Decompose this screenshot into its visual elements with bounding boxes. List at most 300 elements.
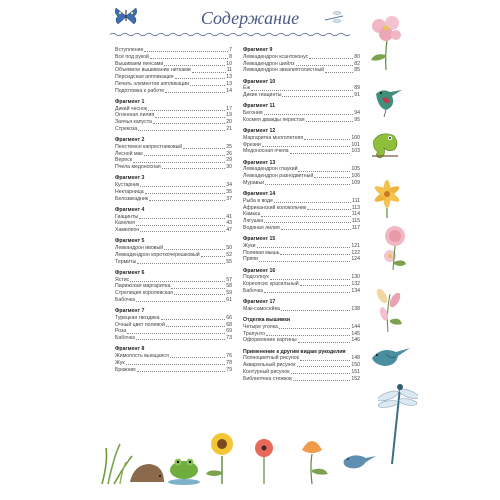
dot-leader xyxy=(266,335,350,336)
dot-leader xyxy=(139,218,225,219)
dot-leader xyxy=(290,153,351,154)
dot-leader xyxy=(148,110,225,111)
toc-entry[interactable] xyxy=(115,74,232,81)
dot-leader xyxy=(192,72,226,73)
toc-entry-label: Ястис xyxy=(115,276,130,283)
toc-entry[interactable] xyxy=(243,250,360,257)
toc-entry[interactable] xyxy=(115,360,232,367)
butterfly-icon xyxy=(114,6,138,26)
toc-entry-label: Четыре уголка xyxy=(243,323,278,330)
bird-small-illustration xyxy=(344,455,376,468)
toc-entry-label: Левкадендрон шейлз xyxy=(243,60,295,67)
frog-illustration xyxy=(168,459,200,486)
toc-entry[interactable] xyxy=(243,218,360,225)
toc-entry[interactable] xyxy=(243,324,360,331)
toc-entry[interactable] xyxy=(115,220,232,227)
toc-entry[interactable] xyxy=(243,281,360,288)
toc-entry[interactable] xyxy=(115,245,232,252)
toc-entry[interactable] xyxy=(243,198,360,205)
toc-entry-page: 20 xyxy=(226,119,232,125)
dot-leader xyxy=(201,256,226,257)
toc-entry-label: Контурный рисунок xyxy=(243,368,290,375)
toc-entry-label: Дикий чеснок xyxy=(115,105,148,112)
toc-entry-label: Кореопсис красильный xyxy=(243,281,299,287)
toc-entry[interactable] xyxy=(243,205,360,212)
toc-entry-page: 85 xyxy=(354,67,360,74)
dot-leader xyxy=(270,279,350,280)
toc-entry-label: Заячья капуста xyxy=(115,119,152,125)
toc-entry-page: 101 xyxy=(351,141,360,148)
dot-leader xyxy=(280,254,350,255)
toc-entry-label: Лягушка xyxy=(243,218,264,224)
toc-entry-page: 109 xyxy=(351,179,360,186)
dot-leader xyxy=(293,380,351,381)
toc-entry-page: 57 xyxy=(226,276,232,283)
dot-leader xyxy=(161,319,226,320)
toc-entry-page: 14 xyxy=(226,87,232,94)
toc-entry-page: 105 xyxy=(351,166,360,173)
section-heading: Фрагмент 11 xyxy=(243,103,275,110)
toc-entry-page: 43 xyxy=(226,220,232,227)
toc-entry-label: Рыба в воде xyxy=(243,197,273,204)
dot-leader xyxy=(170,357,225,358)
toc-entry-label: Подсолнух xyxy=(243,274,270,281)
dot-leader xyxy=(314,177,350,178)
dot-leader xyxy=(265,184,350,185)
toc-entry-label: Лесной мак xyxy=(115,150,143,157)
toc-entry-page: 106 xyxy=(351,173,360,179)
toc-left-column xyxy=(115,47,232,373)
toc-entry[interactable] xyxy=(115,67,232,74)
dot-leader xyxy=(153,123,225,124)
toc-entry[interactable] xyxy=(243,355,360,362)
dot-leader xyxy=(130,281,225,282)
toc-entry-page: 7 xyxy=(229,47,232,53)
toc-entry-page: 30 xyxy=(226,164,232,170)
toc-entry-label: Трапунто xyxy=(243,330,266,337)
section-heading: Фрагмент 17 xyxy=(243,299,276,305)
toc-entry-page: 25 xyxy=(226,143,232,150)
poppy-illustration xyxy=(255,439,273,484)
dot-leader xyxy=(281,229,351,230)
dot-leader xyxy=(150,58,228,59)
toc-entry[interactable] xyxy=(115,353,232,360)
toc-entry-label: Бабочка xyxy=(115,335,136,341)
rose-illustration xyxy=(378,222,412,272)
toc-entry[interactable] xyxy=(243,180,360,187)
toc-entry[interactable] xyxy=(115,283,232,290)
tulip-illustration xyxy=(302,441,328,484)
toc-entry[interactable] xyxy=(115,112,232,119)
toc-entry-label: Жуки xyxy=(243,242,256,249)
toc-entry-page: 41 xyxy=(226,213,232,220)
toc-entry-label: Гиацинты xyxy=(115,213,139,220)
toc-entry-page: 134 xyxy=(351,287,360,294)
section-heading: Фрагмент 12 xyxy=(243,128,276,134)
dot-leader xyxy=(140,231,225,232)
dot-leader xyxy=(282,96,353,97)
toc-entry-label: Турецкая гвоздика xyxy=(115,314,160,321)
toc-entry-page: 73 xyxy=(226,335,232,341)
toc-entry[interactable] xyxy=(243,92,360,99)
toc-entry-label: Акварельный рисунок xyxy=(243,362,296,368)
section-heading: Фрагмент 2 xyxy=(115,137,145,143)
toc-entry[interactable] xyxy=(115,214,232,221)
toc-entry-page: 50 xyxy=(226,245,232,251)
dot-leader xyxy=(133,162,225,163)
toc-entry[interactable] xyxy=(115,151,232,158)
dot-leader xyxy=(257,247,351,248)
dot-leader xyxy=(127,333,225,334)
toc-entry-page: 8 xyxy=(229,53,232,60)
toc-entry-label: Огненная лилия xyxy=(115,112,155,119)
toc-entry-label: Медоносная пчела xyxy=(243,148,289,155)
toc-entry-label: Левкандрон ивовый xyxy=(115,245,164,251)
toc-entry[interactable] xyxy=(115,106,232,113)
toc-entry-label: Бегония xyxy=(243,110,263,116)
toc-entry-label: Левкадендрон глаукий xyxy=(243,166,298,173)
toc-entry[interactable] xyxy=(115,164,232,171)
toc-entry[interactable] xyxy=(115,189,232,196)
toc-entry-label: Вышиваем пенсами xyxy=(115,60,164,67)
dot-leader xyxy=(144,51,228,52)
toc-entry-label: Вступление xyxy=(115,47,144,53)
toc-entry-label: Нектарница xyxy=(115,188,144,195)
toc-entry[interactable] xyxy=(243,243,360,250)
dot-leader xyxy=(174,294,225,295)
section-heading: Фрагмент 9 xyxy=(243,47,273,53)
dot-leader xyxy=(296,65,354,66)
toc-entry-page: 100 xyxy=(351,134,360,141)
toc-entry-page: 76 xyxy=(226,353,232,359)
toc-entry-label: Муравьи xyxy=(243,179,265,186)
toc-entry-label: Пряпи xyxy=(243,256,259,263)
dot-leader xyxy=(136,339,225,340)
toc-entry[interactable] xyxy=(243,85,360,92)
toc-entry[interactable] xyxy=(243,148,360,155)
dot-leader xyxy=(281,310,351,311)
toc-entry-page: 95 xyxy=(354,116,360,123)
dot-leader xyxy=(274,202,351,203)
dot-leader xyxy=(298,171,350,172)
dot-leader xyxy=(149,200,225,201)
dot-leader xyxy=(262,146,351,147)
toc-entry-label: Библиотека стежков xyxy=(243,375,292,382)
toc-entry-label: Роза xyxy=(115,328,127,335)
toc-entry-page: 21 xyxy=(226,125,232,132)
toc-entry[interactable] xyxy=(243,166,360,173)
toc-entry[interactable] xyxy=(115,144,232,151)
toc-entry-label: Персидская аппликация xyxy=(115,74,174,80)
dot-leader xyxy=(164,249,225,250)
toc-entry-page: 132 xyxy=(351,281,360,287)
toc-entry-page: 47 xyxy=(226,227,232,233)
dot-leader xyxy=(300,285,351,286)
toc-entry[interactable] xyxy=(243,173,360,180)
toc-entry-label: Подготовка к работе xyxy=(115,87,165,94)
toc-entry-label: Левкадендрон разнодветный xyxy=(243,173,314,179)
toc-entry[interactable] xyxy=(115,47,232,54)
toc-entry-page: 29 xyxy=(226,157,232,164)
dot-leader xyxy=(136,225,225,226)
toc-entry-page: 17 xyxy=(226,105,232,112)
toc-entry-page: 26 xyxy=(226,150,232,157)
toc-entry[interactable] xyxy=(243,225,360,232)
toc-entry-label: Жук xyxy=(115,359,125,366)
toc-entry-page: 115 xyxy=(351,218,360,224)
dot-leader xyxy=(298,342,351,343)
toc-entry[interactable] xyxy=(115,252,232,259)
dot-leader xyxy=(155,117,225,118)
bottom-illustration-strip xyxy=(98,426,398,486)
toc-entry-page: 103 xyxy=(351,148,360,155)
toc-entry[interactable] xyxy=(243,110,360,117)
dot-leader xyxy=(297,366,351,367)
toc-entry-page: 55 xyxy=(226,258,232,265)
toc-entry[interactable] xyxy=(115,119,232,126)
dot-leader xyxy=(190,85,225,86)
toc-entry[interactable] xyxy=(115,81,232,88)
toc-entry[interactable] xyxy=(243,337,360,344)
toc-entry-label: Пенстемон капрестниковый xyxy=(115,143,183,150)
section-heading: Фрагмент 14 xyxy=(243,191,276,197)
toc-entry-label: Объемное вышивание нитками xyxy=(115,67,191,74)
yellow-lily-illustration xyxy=(366,174,408,218)
dot-leader xyxy=(140,186,225,187)
toc-entry-label: Фрезии xyxy=(243,141,261,148)
toc-entry[interactable] xyxy=(115,182,232,189)
section-heading: Применение к другим видам рукоделия xyxy=(243,348,346,355)
toc-entry-page: 111 xyxy=(352,197,360,204)
toc-entry[interactable] xyxy=(115,126,232,133)
toc-entry-label: Кахелия xyxy=(115,220,135,227)
toc-entry[interactable] xyxy=(243,376,360,383)
section-heading: Фрагмент 16 xyxy=(243,267,276,274)
toc-entry-page: 91 xyxy=(354,92,360,98)
toc-entry-page: 145 xyxy=(351,330,360,337)
toc-entry-label: Печать элементов аппликации xyxy=(115,80,190,87)
dot-leader xyxy=(166,326,225,327)
toc-entry-page: 61 xyxy=(226,296,232,303)
section-heading: Фрагмент 10 xyxy=(243,78,276,85)
toc-entry-label: Бражник xyxy=(115,366,136,373)
toc-entry-page: 52 xyxy=(226,251,232,258)
toc-entry-page: 94 xyxy=(354,110,360,116)
toc-entry-page: 80 xyxy=(354,53,360,60)
hedgehog-illustration xyxy=(130,464,164,482)
toc-entry[interactable] xyxy=(115,335,232,342)
toc-entry-label: Стрекоза xyxy=(115,125,138,132)
dot-leader xyxy=(300,360,350,361)
dot-leader xyxy=(259,261,350,262)
toc-entry[interactable] xyxy=(115,328,232,335)
dot-leader xyxy=(137,263,225,264)
toc-entry-page: 66 xyxy=(226,314,232,321)
grass-illustration xyxy=(102,444,132,484)
toc-entry-label: Хамелеон xyxy=(115,227,140,233)
toc-entry[interactable] xyxy=(243,306,360,313)
toc-entry-page: 82 xyxy=(354,60,360,67)
dot-leader xyxy=(264,292,350,293)
dot-leader xyxy=(144,155,226,156)
toc-entry-label: Дикие гиацинты xyxy=(243,92,282,98)
toc-entry-page: 58 xyxy=(226,283,232,290)
toc-entry[interactable] xyxy=(243,135,360,142)
dot-leader xyxy=(307,209,350,210)
toc-entry-label: Вереск xyxy=(115,157,132,164)
toc-entry[interactable] xyxy=(115,88,232,95)
toc-entry[interactable] xyxy=(115,315,232,322)
title-divider xyxy=(110,32,355,37)
page-title: Содержание xyxy=(200,8,300,28)
dot-leader xyxy=(138,130,225,131)
toc-entry[interactable] xyxy=(115,277,232,284)
toc-entry-label: Полевая мышь xyxy=(243,249,280,256)
dot-leader xyxy=(304,139,350,140)
toc-entry[interactable] xyxy=(115,196,232,203)
toc-entry-label: Оформление картины xyxy=(243,337,297,344)
section-heading: Фрагмент 7 xyxy=(115,308,145,314)
section-heading: Фрагмент 15 xyxy=(243,236,276,242)
toc-entry-page: 19 xyxy=(226,112,232,119)
toc-entry-label: Камыш xyxy=(243,211,261,218)
pink-flower-illustration xyxy=(365,10,407,72)
toc-entry-page: 68 xyxy=(226,321,232,328)
toc-entry-page: 10 xyxy=(226,60,232,67)
toc-entry[interactable] xyxy=(243,67,360,74)
toc-entry[interactable] xyxy=(115,157,232,164)
toc-entry-page: 79 xyxy=(226,366,232,373)
dot-leader xyxy=(264,114,354,115)
toc-entry-page: 113 xyxy=(351,204,360,211)
toc-entry-page: 150 xyxy=(351,362,360,368)
toc-entry-page: 59 xyxy=(226,290,232,296)
dot-leader xyxy=(264,222,351,223)
toc-entry-label: Пчела медоносная xyxy=(115,164,161,170)
dot-leader xyxy=(164,65,225,66)
toc-entry-page: 122 xyxy=(351,249,360,256)
toc-entry-label: Очный цвет полевой xyxy=(115,321,165,328)
toc-entry[interactable] xyxy=(243,288,360,295)
dot-leader xyxy=(136,301,225,302)
toc-entry[interactable] xyxy=(243,142,360,149)
bird-illustration xyxy=(372,82,406,118)
toc-entry-label: Левкадендрон эвкалиптолистный xyxy=(243,67,325,74)
dot-leader xyxy=(251,90,353,91)
dot-leader xyxy=(175,78,226,79)
toc-entry[interactable] xyxy=(115,227,232,234)
toc-entry-page: 11 xyxy=(226,67,232,74)
toc-entry[interactable] xyxy=(243,274,360,281)
toc-entry-page: 114 xyxy=(351,211,360,218)
dot-leader xyxy=(309,58,353,59)
toc-entry[interactable] xyxy=(115,290,232,297)
toc-entry-page: 13 xyxy=(226,74,232,80)
section-heading: Фрагмент 8 xyxy=(115,346,145,353)
toc-entry-label: Левкадендрон короткочерешковый xyxy=(115,251,200,258)
toc-entry-label: Бабочка xyxy=(115,296,136,303)
toc-entry[interactable] xyxy=(115,61,232,68)
toc-entry[interactable] xyxy=(243,211,360,218)
dot-leader xyxy=(162,168,226,169)
toc-entry-label: Стрелиция королевская xyxy=(115,290,173,296)
toc-entry-page: 69 xyxy=(226,328,232,335)
toc-entry-page: 148 xyxy=(351,355,360,362)
toc-entry-page: 13 xyxy=(226,80,232,87)
toc-entry-page: 78 xyxy=(226,359,232,366)
toc-entry-label: Мак-самосейка xyxy=(243,305,280,312)
toc-entry[interactable] xyxy=(243,54,360,61)
section-heading: Отделка вышивки xyxy=(243,317,291,323)
dot-leader xyxy=(171,288,225,289)
sunflower-illustration xyxy=(206,433,233,484)
dot-leader xyxy=(261,216,350,217)
toc-entry-page: 121 xyxy=(351,242,360,249)
toc-entry[interactable] xyxy=(115,367,232,374)
toc-entry-label: Полноцветный рисунок xyxy=(243,355,299,362)
dot-leader xyxy=(306,121,354,122)
toc-entry-page: 34 xyxy=(226,182,232,188)
toc-entry-page: 130 xyxy=(351,274,360,281)
dot-leader xyxy=(137,371,226,372)
section-heading: Фрагмент 4 xyxy=(115,206,145,213)
toc-entry-page: 117 xyxy=(351,224,360,231)
toc-entry-page: 151 xyxy=(351,368,360,375)
toc-entry-label: Маргаритка многолетняя xyxy=(243,134,304,141)
toc-entry-label: Жимолость вьющаяся xyxy=(115,353,169,359)
toc-entry-page: 124 xyxy=(351,256,360,263)
toc-entry-label: Водяная лилия xyxy=(243,224,280,231)
dot-leader xyxy=(145,193,226,194)
toc-entry[interactable] xyxy=(115,54,232,61)
toc-entry[interactable] xyxy=(115,322,232,329)
section-heading: Фрагмент 3 xyxy=(115,175,145,182)
toc-entry-label: Белозвездник xyxy=(115,195,149,202)
toc-entry[interactable] xyxy=(243,331,360,338)
toc-right-column xyxy=(243,47,360,382)
section-heading: Фрагмент 13 xyxy=(243,159,276,166)
toc-entry-label: Ёж xyxy=(243,85,250,92)
bird-illustration-2 xyxy=(366,336,414,376)
dot-leader xyxy=(165,92,225,93)
chameleon-illustration xyxy=(368,126,404,164)
toc-entry[interactable] xyxy=(115,259,232,266)
dot-leader xyxy=(183,148,225,149)
toc-entry[interactable] xyxy=(243,369,360,376)
dot-leader xyxy=(279,328,350,329)
toc-entry[interactable] xyxy=(243,256,360,263)
toc-entry-label: Парижская маргаритка xyxy=(115,283,171,290)
toc-entry[interactable] xyxy=(115,297,232,304)
section-heading: Фрагмент 6 xyxy=(115,269,145,276)
toc-entry-label: Термиты xyxy=(115,258,137,265)
toc-entry-page: 35 xyxy=(226,188,232,195)
toc-entry[interactable] xyxy=(243,117,360,124)
toc-entry-page: 138 xyxy=(351,305,360,312)
toc-entry-label: Африканский колокольчик xyxy=(243,204,307,211)
toc-entry-label: Всё под рукой xyxy=(115,53,149,60)
toc-entry-page: 152 xyxy=(351,375,360,382)
dot-leader xyxy=(126,364,226,365)
toc-entry-label: Космея дважды перистая xyxy=(243,116,305,123)
toc-entry-label: Кустарник xyxy=(115,182,140,188)
toc-entry-page: 144 xyxy=(351,323,360,330)
toc-entry[interactable] xyxy=(243,362,360,369)
section-heading: Фрагмент 1 xyxy=(115,98,145,105)
toc-entry-page: 89 xyxy=(354,85,360,92)
toc-entry-page: 146 xyxy=(351,337,360,344)
dragonfly-icon xyxy=(323,10,345,24)
